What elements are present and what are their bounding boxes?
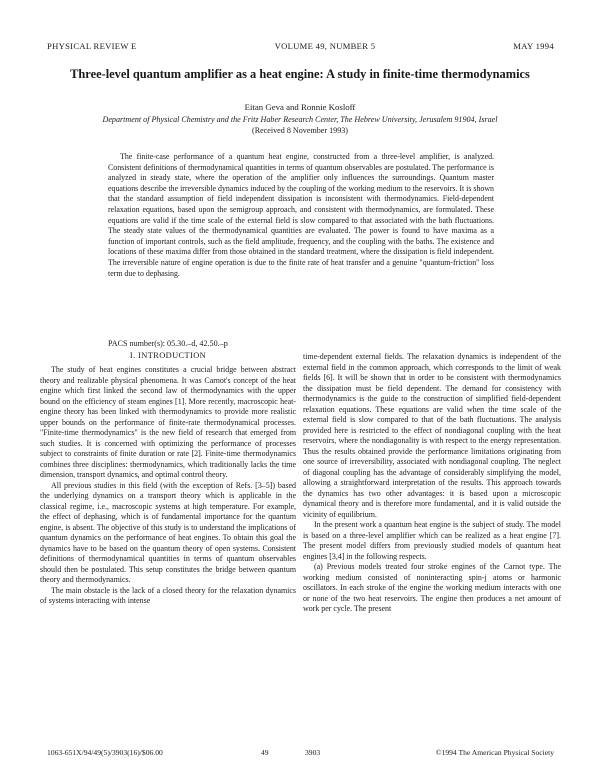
section-heading: I. INTRODUCTION — [129, 351, 207, 360]
abstract: The finite-case performance of a quantum heat engine, constructed from a three-level amplifier, is analyzed. Consistent definitions of thermodynamical quantities in terms of quantum observables are postulated. The performance is analyzed in steady state, where the operation of the amplifier only influences the surroundings. Quantum master equations describe the irreversible dynamics induced by the coupling of the working medium to the reservoirs. It is shown that the standard assumption of field independent dissipation is inconsistent with thermodynamics. Field-dependent relaxation equations, based upon the semigroup approach, and consistent with thermodynamics, are formulated. These equations are valid if the time scale of the external field is slow compared to that associated with the bath fluctuations. The steady state values of the thermodynamical quantities are evaluated. The power is found to have maxima as a function of important controls, such as the field amplitude, frequency, and the coupling with the baths. The existence and locations of these maxima differ from those obtained in the standard treatment, where the dissipation is field independent. The irreversible nature of engine operation is due to the finite rate of heat transfer and a genuine "quantum-friction" loss term due to dephasing. — [108, 152, 494, 278]
body-paragraph: (a) Previous models treated four stroke engines of the Carnot type. The working medium consisted of noninteracting spin-j atoms or harmonic oscillators. In each stroke of the engine the working medium interacts with one or none of the two heat reservoirs. The engine then produces a net amount of work per cycle. The present — [303, 562, 561, 613]
article-code: 1063-651X/94/49(5)/3903(16)/$06.00 — [47, 748, 163, 757]
volume-footer: 49 — [261, 748, 269, 757]
right-column — [303, 352, 561, 615]
left-column — [40, 365, 296, 607]
body-paragraph: time-dependent external fields. The relaxation dynamics is independent of the external field in the common approach, which corresponds to the limit of weak fields [6]. It will be shown that in order to be consistent with thermodynamics the dissipation must be field dependent. The demand for consistency with thermodynamics is the guide to the construction of simplified field-dependent relaxation equations. These equations are valid when the time scale of the external field is slow compared to that of the bath fluctuations. The analysis provided here is restricted to the effect of nondiagonal coupling with the heat reservoirs, where the nondiagonality is with respect to the energy representation. Thus the results obtained provide the performance limitations originating from one source of irreversibility, associated with nondiagonal coupling. The neglect of diagonal coupling has the advantage of considerably simplifying the model, allowing a straightforward interpretation of the results. This approach towards the dynamics has two other advantages: it is based upon a microscopic dynamical theory and is therefore more fundamental, and it is valid outside the vicinity of equilibrium. — [303, 352, 561, 519]
body-paragraph: All previous studies in this field (with the exception of Refs. [3–5]) based the underlying dynamics on a transport theory which is applicable in the classical regime, i.e., macroscopic systems at high temperature. For example, the effect of dephasing, which is of fundamental importance for the quantum engine, is absent. The objective of this study is to understand the implications of quantum dynamics on the performance of heat engines. To obtain this goal the dynamics have to be based on the quantum theory of open systems. Consistent definitions of thermodynamical quantities in terms of quantum observables should then be postulated. This setup constitutes the bridge between quantum theory and thermodynamics. — [40, 480, 296, 584]
issue-date: MAY 1994 — [513, 41, 554, 51]
article-authors: Eitan Geva and Ronnie Kosloff — [244, 102, 356, 112]
body-paragraph: In the present work a quantum heat engine is the subject of study. The model is based on a three-level amplifier which can be realized as a heat engine [7]. The present model differs from previously studied models of quantum heat engines [3,4] in the following respects. — [303, 520, 561, 561]
article-title: Three-level quantum amplifier as a heat engine: A study in finite-time thermodynamics — [70, 67, 530, 81]
body-paragraph: The study of heat engines constitutes a crucial bridge between abstract theory and realizable physical phenomena. It was Carnot's concept of the heat engine which first linked the second law of thermodynamics with the upper bound on the efficiency of steam engines [1]. More recently, macroscopic heat-engine theory has been linked with thermodynamics to provide more realistic upper bounds on the performance of finite-rate thermodynamical processes. "Finite-time thermodynamics" is the new field of research that emerged from such studies. It is concerned with optimizing the performance of processes subject to constraints of finite duration or rate [2]. Finite-time thermodynamics combines three disciplines: thermodynamics, which traditionally lacks the time dimension, transport dynamics, and optimal control theory. — [40, 365, 296, 479]
copyright: ©1994 The American Physical Society — [435, 748, 554, 757]
pacs-numbers: PACS number(s): 05.30.–d, 42.50.–p — [108, 339, 228, 348]
author-affiliation: Department of Physical Chemistry and the Fritz Haber Research Center, The Hebrew University, Jerusalem 91904, Israel — [102, 115, 498, 124]
body-paragraph: The main obstacle is the lack of a closed theory for the relaxation dynamics of systems interacting with intense — [40, 585, 296, 605]
volume-number: VOLUME 49, NUMBER 5 — [274, 41, 376, 51]
page-number: 3903 — [305, 748, 321, 757]
journal-name: PHYSICAL REVIEW E — [47, 41, 137, 51]
received-date: (Received 8 November 1993) — [252, 126, 348, 135]
running-head — [47, 41, 554, 51]
